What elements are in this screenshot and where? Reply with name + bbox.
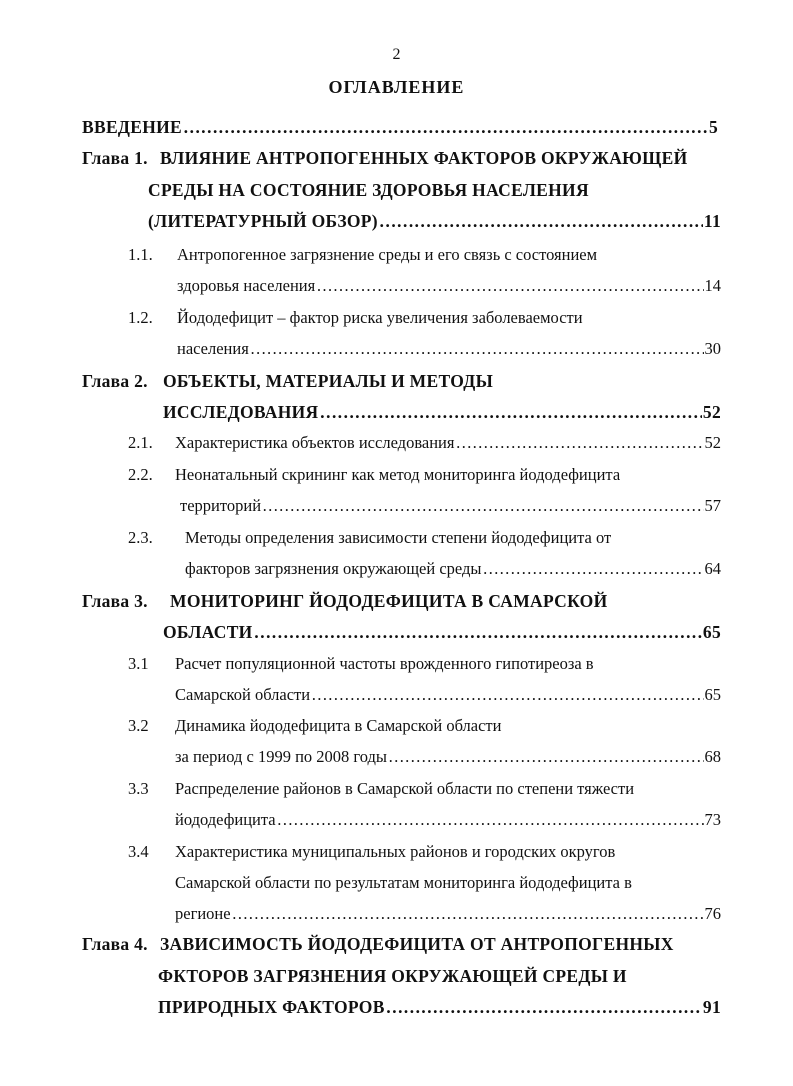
toc-entry-section-1-1[interactable] xyxy=(177,276,721,296)
section-number: 3.3 xyxy=(128,779,149,798)
section-number: 3.1 xyxy=(128,654,149,673)
entry-title: (ЛИТЕРАТУРНЫЙ ОБЗОР) xyxy=(148,211,378,231)
toc-entry-section-3-4[interactable] xyxy=(175,904,721,924)
page-ref: 65 xyxy=(702,622,721,642)
page-ref: 5 xyxy=(708,117,718,137)
section-number: 2.1. xyxy=(128,433,153,452)
chapter-title-line[interactable]: ЗАВИСИМОСТЬ ЙОДОДЕФИЦИТА ОТ АНТРОПОГЕННЫХ xyxy=(160,934,674,954)
chapter-label: Глава 2. xyxy=(82,371,148,391)
chapter-label: Глава 1. xyxy=(82,148,148,168)
entry-title: ПРИРОДНЫХ ФАКТОРОВ xyxy=(158,997,385,1017)
dot-leader xyxy=(320,402,702,423)
page-ref: 73 xyxy=(704,810,721,829)
entry-title: регионе xyxy=(175,904,231,923)
toc-entry-intro[interactable] xyxy=(82,117,718,138)
page-ref: 91 xyxy=(702,997,721,1017)
dot-leader xyxy=(388,747,703,767)
section-number: 3.2 xyxy=(128,716,149,735)
section-number: 3.4 xyxy=(128,842,149,861)
chapter-title-line[interactable]: ОБЪЕКТЫ, МАТЕРИАЛЫ И МЕТОДЫ xyxy=(163,371,494,391)
toc-entry-section-2-1[interactable] xyxy=(175,433,721,453)
section-title-line[interactable]: Характеристика муниципальных районов и городских округов xyxy=(175,842,616,861)
page-ref: 68 xyxy=(704,747,721,766)
chapter-title-line[interactable]: СРЕДЫ НА СОСТОЯНИЕ ЗДОРОВЬЯ НАСЕЛЕНИЯ xyxy=(148,180,589,200)
dot-leader xyxy=(455,433,703,453)
toc-entry-chapter-3[interactable] xyxy=(163,622,721,643)
entry-title: факторов загрязнения окружающей среды xyxy=(185,559,482,578)
page-ref: 14 xyxy=(704,276,721,295)
section-title-line[interactable]: Расчет популяционной частоты врожденного гипотиреоза в xyxy=(175,654,594,673)
toc-entry-section-1-2[interactable] xyxy=(177,339,721,359)
dot-leader xyxy=(254,622,702,643)
entry-title: за период с 1999 по 2008 годы xyxy=(175,747,388,766)
page-ref: 57 xyxy=(704,496,721,515)
section-title-line[interactable]: Распределение районов в Самарской области по степени тяжести xyxy=(175,779,635,798)
section-title-line[interactable]: Йододефицит – фактор риска увеличения заболеваемости xyxy=(177,308,583,327)
page-ref: 30 xyxy=(704,339,721,358)
toc-entry-chapter-1[interactable] xyxy=(148,211,721,232)
page-number: 2 xyxy=(392,46,401,63)
dot-leader xyxy=(311,685,703,705)
toc-entry-section-3-3[interactable] xyxy=(175,810,721,830)
toc-entry-chapter-2[interactable] xyxy=(163,402,721,423)
chapter-title-line[interactable]: ВЛИЯНИЕ АНТРОПОГЕННЫХ ФАКТОРОВ ОКРУЖАЮЩЕЙ xyxy=(160,148,688,168)
page-ref: 65 xyxy=(704,685,721,704)
section-number: 2.2. xyxy=(128,465,153,484)
toc-entry-section-3-2[interactable] xyxy=(175,747,721,767)
dot-leader xyxy=(386,997,702,1018)
dot-leader xyxy=(183,117,708,138)
dot-leader xyxy=(277,810,704,830)
chapter-label: Глава 3. xyxy=(82,591,148,611)
page-ref: 52 xyxy=(702,402,721,422)
section-title-line[interactable]: Методы определения зависимости степени йододефицита от xyxy=(185,528,612,547)
dot-leader xyxy=(316,276,703,296)
toc-entry-section-3-1[interactable] xyxy=(175,685,721,705)
dot-leader xyxy=(250,339,704,359)
section-title-line[interactable]: Самарской области по результатам мониторинга йододефицита в xyxy=(175,873,632,892)
section-title-line[interactable]: Неонатальный скрининг как метод мониторинга йододефицита xyxy=(175,465,621,484)
entry-title: ИССЛЕДОВАНИЯ xyxy=(163,402,319,422)
chapter-title-line[interactable]: МОНИТОРИНГ ЙОДОДЕФИЦИТА В САМАРСКОЙ xyxy=(170,591,608,611)
dot-leader xyxy=(232,904,704,924)
chapter-label: Глава 4. xyxy=(82,934,148,954)
page-ref: 11 xyxy=(703,211,721,231)
entry-title: территорий xyxy=(180,496,262,515)
page-title: ОГЛАВЛЕНИЕ xyxy=(328,77,465,97)
toc-entry-section-2-2[interactable] xyxy=(180,496,721,516)
section-number: 1.1. xyxy=(128,245,153,264)
entry-title: йододефицита xyxy=(175,810,276,829)
dot-leader xyxy=(262,496,703,516)
entry-title: здоровья населения xyxy=(177,276,316,295)
chapter-title-line[interactable]: ФКТОРОВ ЗАГРЯЗНЕНИЯ ОКРУЖАЮЩЕЙ СРЕДЫ И xyxy=(158,966,627,986)
dot-leader xyxy=(379,211,703,232)
section-title-line[interactable]: Динамика йододефицита в Самарской области xyxy=(175,716,502,735)
entry-title: населения xyxy=(177,339,249,358)
toc-entry-section-2-3[interactable] xyxy=(185,559,721,579)
entry-title: Самарской области xyxy=(175,685,311,704)
page-ref: 52 xyxy=(704,433,721,452)
section-number: 2.3. xyxy=(128,528,153,547)
entry-title: ВВЕДЕНИЕ xyxy=(82,117,183,137)
entry-title: Характеристика объектов исследования xyxy=(175,433,455,452)
dot-leader xyxy=(483,559,704,579)
entry-title: ОБЛАСТИ xyxy=(163,622,253,642)
section-number: 1.2. xyxy=(128,308,153,327)
page-ref: 64 xyxy=(704,559,721,578)
page-ref: 76 xyxy=(704,904,721,923)
section-title-line[interactable]: Антропогенное загрязнение среды и его связь с состоянием xyxy=(177,245,598,264)
toc-entry-chapter-4[interactable] xyxy=(158,997,721,1018)
